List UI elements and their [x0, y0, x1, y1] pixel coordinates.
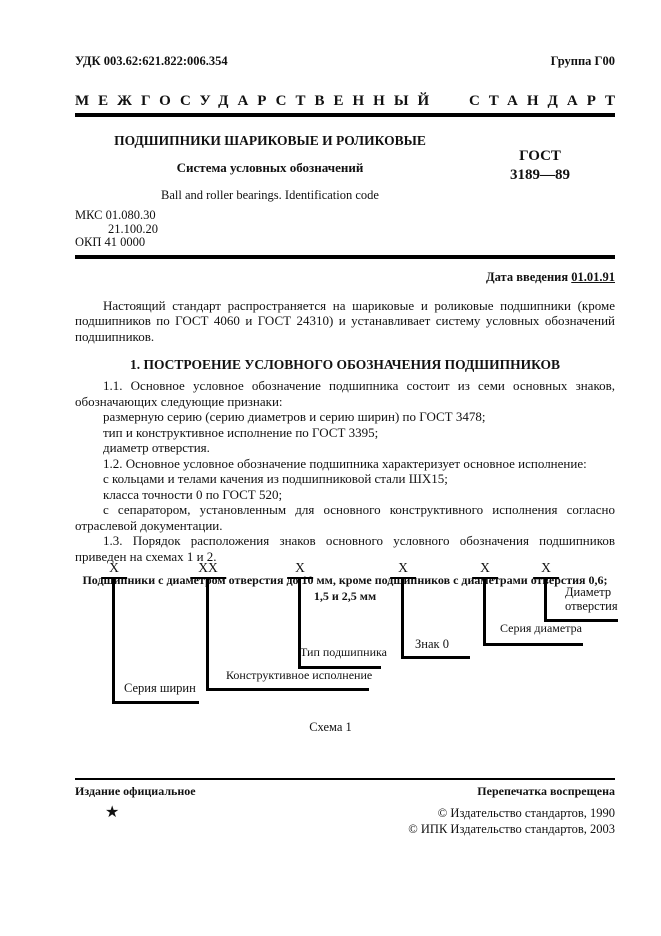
schema-symbol: XX: [190, 560, 226, 579]
schema-symbol: X: [533, 560, 559, 579]
header-rule-top: [75, 113, 615, 117]
date-value: 01.01.91: [571, 269, 615, 284]
section-1-heading: 1. ПОСТРОЕНИЕ УСЛОВНОГО ОБОЗНАЧЕНИЯ ПОДШИПНИКОВ: [129, 357, 561, 372]
reprint-forbidden-label: Перепечатка воспрещена: [477, 784, 615, 798]
okp-line: ОКП 41 0000: [75, 235, 146, 249]
paragraph-1-2-item: с сепаратором, установленным для основного конструктивного исполнения согласно отраслевой документации.: [75, 502, 615, 533]
gost-code-block: [465, 133, 615, 203]
mks-line-2: 21.100.20: [108, 221, 158, 236]
title-column: [75, 133, 465, 203]
title-block: [75, 133, 615, 203]
label-series-width: Серия ширин: [124, 681, 196, 695]
introduction-date: [75, 270, 615, 285]
gost-code-word: ГОСТ: [519, 148, 561, 164]
label-series-diameter: Серия диаметра: [500, 621, 582, 635]
udc-group-row: [75, 54, 615, 69]
paragraph-1-1-item: диаметр отверстия.: [103, 440, 210, 455]
footer-lower-row: [75, 805, 615, 837]
label-bearing-type: Тип подшипника: [300, 645, 387, 659]
page-footer: [75, 778, 615, 837]
group-code: Группа Г00: [550, 54, 615, 68]
copyright-line-2003: © ИПК Издательство стандартов, 2003: [408, 822, 615, 836]
date-label: Дата введения: [486, 269, 569, 284]
mks-line-1: МКС 01.080.30: [75, 208, 156, 222]
schema-symbol: X: [390, 560, 416, 579]
paragraph-1-2-item: класса точности 0 по ГОСТ 520;: [103, 486, 283, 502]
udc-number: УДК 003.62:621.822:006.354: [75, 54, 228, 68]
paragraph-1-2: 1.2. Основное условное обозначение подшипника характеризует основное исполнение:: [103, 455, 587, 471]
schema-symbol: X: [287, 560, 313, 579]
paragraph-1-3: 1.3. Порядок расположения знаков основного условного обозначения подшипников приведен на схемах 1 и 2.: [75, 533, 615, 564]
copyright-block: [408, 805, 615, 837]
footer-rule-row: [75, 778, 615, 799]
label-design-version: Конструктивное исполнение: [226, 668, 373, 682]
paragraph-1-1: 1.1. Основное условное обозначение подшипника состоит из семи основных знаков, обозначающих следующие признаки:: [75, 378, 615, 409]
star-icon: ★: [105, 804, 120, 821]
standard-type-banner: МЕЖГОСУДАРСТВЕННЫЙ СТАНДАРТ: [75, 93, 625, 109]
designation-schema-diagram: [0, 552, 661, 747]
schema-symbol: X: [472, 560, 498, 579]
official-edition-label: Издание официальное: [75, 784, 196, 798]
paragraph-1-2-item: с кольцами и телами качения из подшипниковой стали ШХ15;: [103, 471, 448, 486]
label-bore-diameter: Диаметр отверстия: [565, 585, 618, 613]
document-subtitle: Система условных обозначений: [176, 160, 364, 175]
label-sign-zero: Знак 0: [415, 637, 449, 651]
schema-symbol: X: [101, 560, 127, 579]
document-title: ПОДШИПНИКИ ШАРИКОВЫЕ И РОЛИКОВЫЕ: [114, 133, 426, 148]
paragraph-1-1-item: размерную серию (серию диаметров и серию ширин) по ГОСТ 3478;: [103, 409, 486, 424]
header-rule-bottom: [75, 255, 615, 259]
copyright-line-1990: © Издательство стандартов, 1990: [437, 806, 615, 820]
gost-code-number: 3189—89: [510, 167, 570, 183]
document-title-english: Ball and roller bearings. Identification code: [161, 188, 379, 202]
intro-paragraph: Настоящий стандарт распространяется на шариковые и роликовые подшипники (кроме подшипников по ГОСТ 4060 и ГОСТ 24310) и устанавливает систему условных обозначений подшипников.: [75, 297, 615, 344]
classification-block: [75, 209, 615, 250]
paragraph-1-1-item: тип и конструктивное исполнение по ГОСТ 3395;: [103, 424, 379, 440]
schema-heading: Подшипники с диаметром отверстия до 10 мм, кроме подшипников с диаметрами отверстия 0,6; 1,5 и 2,5 мм: [82, 573, 608, 603]
schema-caption: Схема 1: [309, 720, 352, 734]
